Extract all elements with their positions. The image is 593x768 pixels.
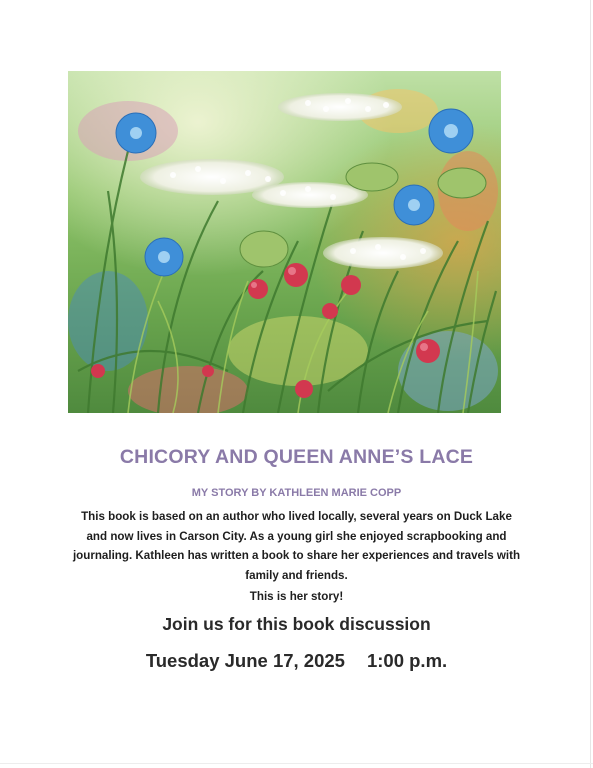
- tagline: This is her story!: [249, 590, 344, 603]
- wildflower-painting: [68, 71, 501, 413]
- event-details: [0, 650, 593, 672]
- scan-bottom-line: [0, 763, 593, 764]
- scan-edge-line: [590, 0, 591, 768]
- book-title: CHICORY AND QUEEN ANNE’S LACE: [119, 446, 474, 468]
- book-subtitle: MY STORY BY KATHLEEN MARIE COPP: [191, 487, 402, 499]
- call-to-action: Join us for this book discussion: [162, 614, 431, 634]
- event-date: Tuesday June 17, 2025: [145, 650, 345, 671]
- event-time: 1:00 p.m.: [366, 650, 448, 671]
- book-description: This book is based on an author who lived locally, several years on Duck Lake and now lives in Carson City. As a young girl she enjoyed scrapbooking and journaling. Kathleen has written a book to share her experiences and travels with family and friends.: [72, 510, 521, 582]
